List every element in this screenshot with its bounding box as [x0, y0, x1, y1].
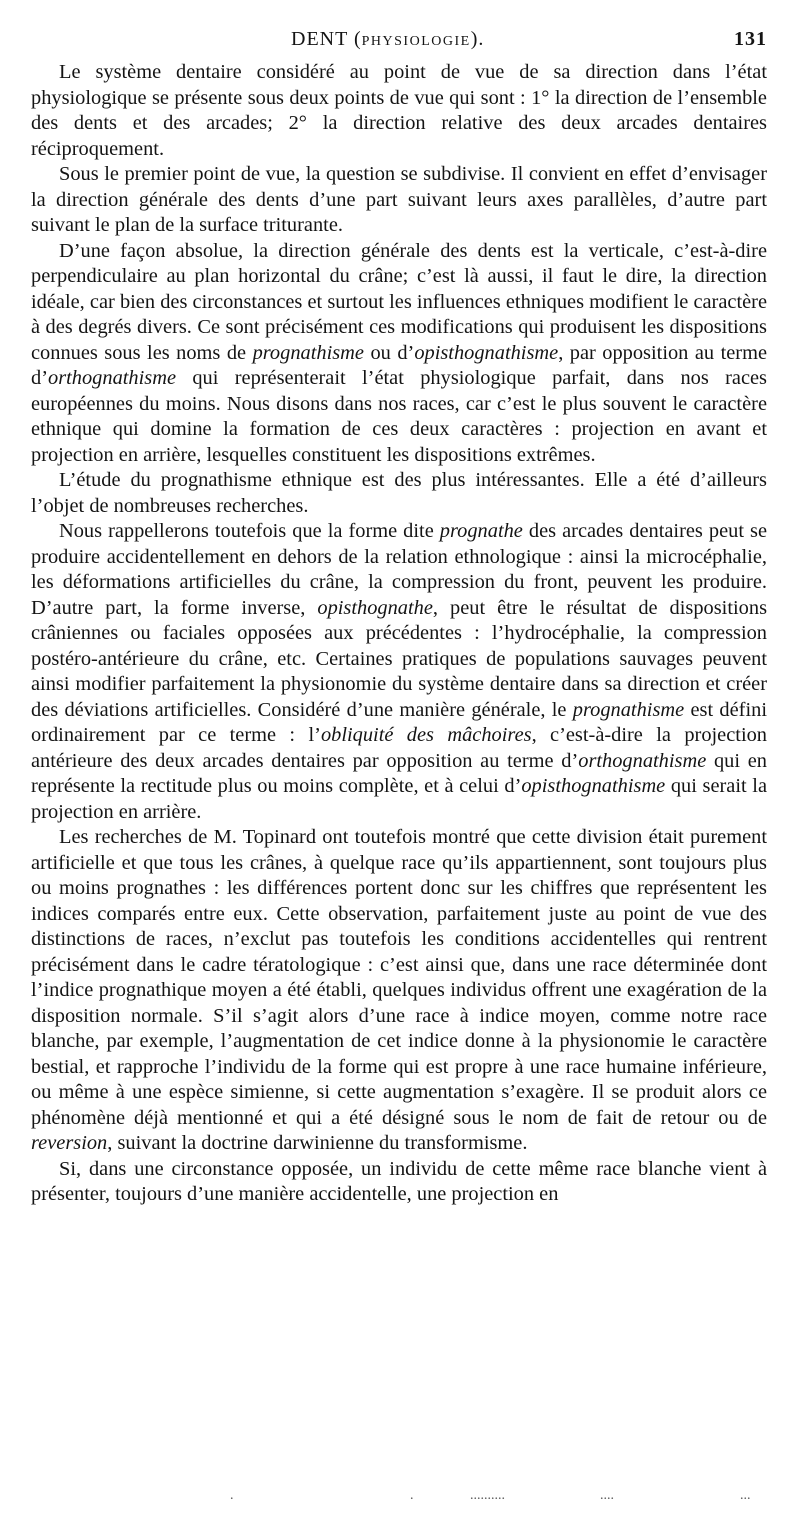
speck: ....: [600, 1488, 614, 1503]
term-opisthognathisme: opisthognathisme: [414, 341, 559, 364]
term-prognathisme: prognathisme: [252, 341, 364, 364]
page-number: 131: [734, 28, 767, 50]
speck: .: [230, 1488, 234, 1503]
term-opisthognathe: opisthognathe: [317, 596, 433, 619]
speck: .: [410, 1488, 414, 1503]
term-opisthognathisme: opisthognathisme: [521, 775, 666, 797]
speck: ...: [740, 1488, 751, 1503]
paragraph-1: Le système dentaire considéré au point de vue de sa direction dans l’état physiologique se présente sous deux points de vue qui sont : 1° la direction de l’ensemble des dents et des arcades; 2° la direction relative des deux arcades dentaires réciproquement.: [31, 61, 767, 160]
term-orthognathisme: orthognathisme: [48, 367, 177, 389]
term-prognathisme: prognathisme: [572, 698, 685, 721]
paragraph-7: Si, dans une circonstance opposée, un individu de cette même race blanche vient à présenter, toujours d’une manière accidentelle, une projection en: [31, 1157, 767, 1205]
paragraph-2: Sous le premier point de vue, la question se subdivise. Il convient en effet d’envisager la direction générale des dents d’une part suivant leurs axes parallèles, d’autre part suivant le plan de la surface triturante.: [31, 163, 767, 236]
paragraph-3: D’une façon absolue, la direction générale des dents est la verticale, c’est-à-dire perpendiculaire au plan horizontal du crâne; c’est là aussi, il faut le dire, la direction idéale, car bien des circonstances et surtout les influences ethniques modifient le caractère à des degrés divers. Ce sont précisément ces modifications qui produisent les dispositions connues sous les noms de prognathisme ou d’opisthognathisme, par opposition au terme d’orthognathisme qui représenterait l’état physiologique parfait, dans nos races européennes du moins. Nous disons dans nos races, car c’est le plus souvent le caractère ethnique qui domine la formation de ces deux caractères : projection en avant et projection en arrière, lesquelles constituent les dispositions extrêmes.: [31, 239, 767, 466]
paragraph-6: Les recherches de M. Topinard ont toutefois montré que cette division était purement artificielle et que tous les crânes, à quelque race qu’ils appartiennent, sont toujours plus ou moins prognathes : les différences portent donc sur les chiffres que représentent les indices comparés entre eux. Cette observation, parfaitement juste au point de vue des distinctions de races, n’exclut pas toutefois les conditions accidentelles qui rentrent précisément dans le cadre tératologique : c’est ainsi que, dans une race déterminée dont l’indice prognathique moyen a été établi, quelques individus offrent une exagération de la disposition normale. S’il s’agit alors d’une race à indice moyen, comme notre race blanche, par exemple, l’augmentation de cet indice donne à la physionomie le caractère bestial, et rapproche l’individu de la forme qui est propre à une race humaine inférieure, ou même à une espèce simienne, si cette augmentation s’exagère. Il se produit alors ce phénomène déjà mentionné et qui a été désigné sous le nom de fait de retour ou de reversion, suivant la doctrine darwinienne du transformisme.: [31, 826, 767, 1154]
running-head-title: DENT (PHYSIOLOGIE).: [291, 28, 485, 50]
body-text: [31, 60, 767, 1208]
running-head: [31, 28, 767, 60]
paragraph-5: Nous rappellerons toutefois que la forme dite prognathe des arcades dentaires peut se produire accidentellement en dehors de la relation ethnologique : ainsi la microcéphalie, les déformations artificielles du crâne, la compression du front, peuvent les produire. D’autre part, la forme inverse, opisthognathe, peut être le résultat de dispositions crâniennes ou faciales opposées aux précédentes : l’hydrocéphalie, la compression postéro-antérieure du crâne, etc. Certaines pratiques de populations sauvages peuvent ainsi modifier parfaitement la physionomie du système dentaire dans sa direction et créer des déviations artificielles. Considéré d’une manière générale, le prognathisme est défini ordinairement par ce terme : l’obliquité des mâchoires, c’est-à-dire la projection antérieure des deux arcades dentaires par opposition au terme d’orthognathisme qui en représente la rectitude plus ou moins complète, et à celui d’opisthognathisme qui serait la projection en arrière.: [31, 520, 767, 823]
running-head-subtitle: PHYSIOLOGIE: [361, 34, 471, 49]
term-reversion: reversion: [31, 1132, 108, 1154]
page: [31, 28, 767, 1208]
paragraph-4: L’étude du prognathisme ethnique est des plus intéressantes. Elle a été d’ailleurs l’objet de nombreuses recherches.: [31, 469, 767, 517]
term-prognathe: prognathe: [439, 520, 523, 542]
speck: ..........: [470, 1488, 505, 1503]
term-orthognathisme: orthognathisme: [578, 749, 707, 772]
print-specks: [0, 1488, 800, 1504]
term-obliquite-des-machoires: obliquité des mâchoires: [320, 724, 532, 746]
